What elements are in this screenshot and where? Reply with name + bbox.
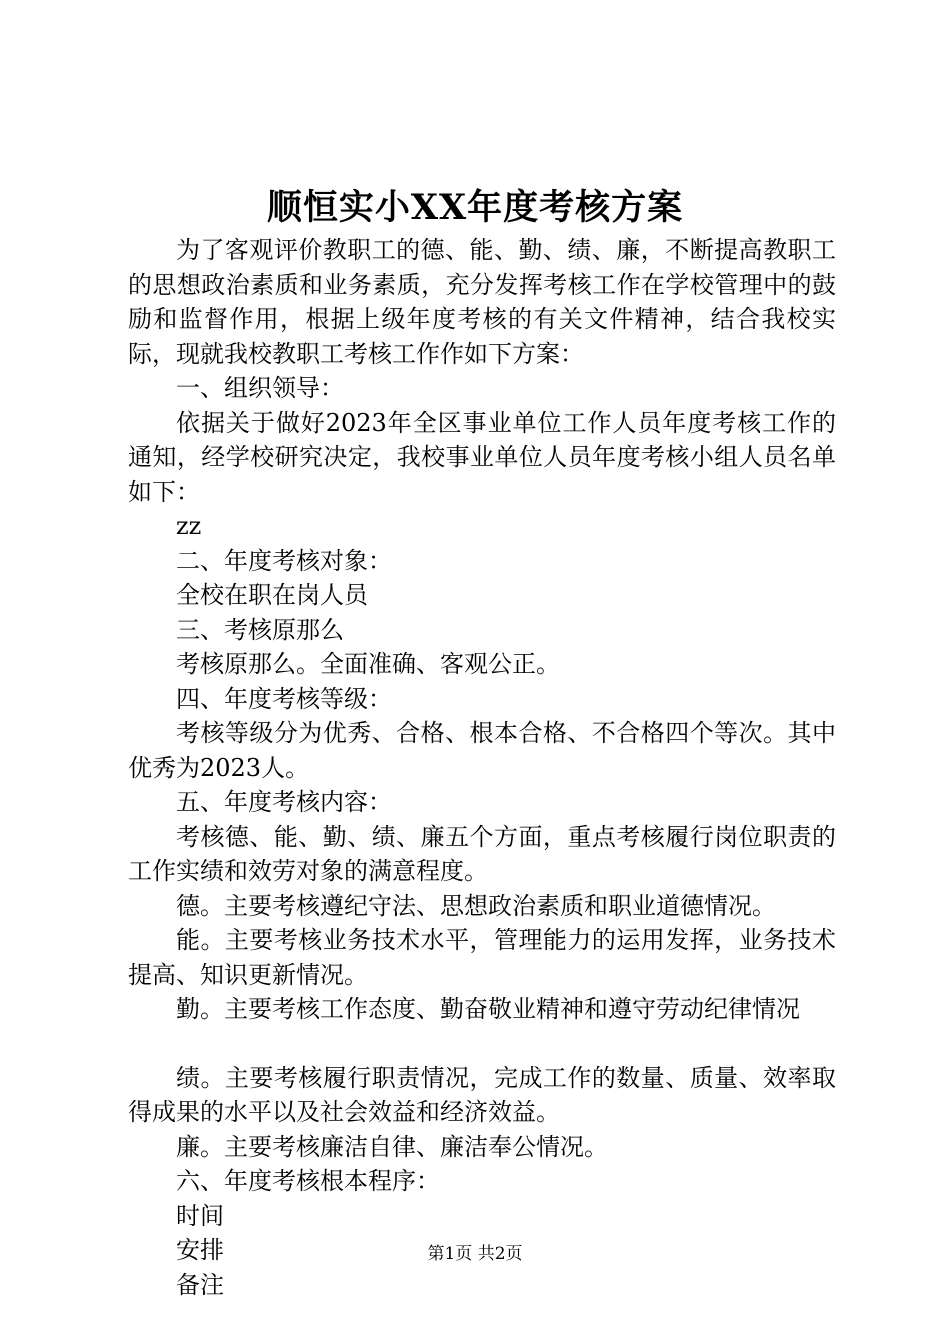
grade-paragraph: 考核等级分为优秀、合格、根本合格、不合格四个等次。其中优秀为2023人。 [128,719,836,782]
member-list: zz [176,512,202,540]
principle-paragraph: 考核原那么。全面准确、客观公正。 [176,650,560,678]
procedure-item-time: 时间 [176,1201,224,1230]
document-body [128,233,836,1302]
section-heading-content: 五、年度考核内容： [176,788,392,816]
integrity-paragraph: 廉。主要考核廉洁自律、廉洁奉公情况。 [176,1132,608,1161]
content-paragraph: 考核德、能、勤、绩、廉五个方面，重点考核履行岗位职责的工作实绩和效劳对象的满意程度。 [128,822,836,885]
organization-paragraph: 依据关于做好2023年全区事业单位工作人员年度考核工作的通知，经学校研究决定，我校事业单位人员年度考核小组人员名单如下： [128,408,836,506]
paragraph-gap [128,1027,836,1061]
procedure-item-remarks: 备注 [176,1270,224,1299]
performance-paragraph: 绩。主要考核履行职责情况，完成工作的数量、质量、效率取得成果的水平以及社会效益和经济效益。 [128,1063,836,1126]
ability-paragraph: 能。主要考核业务技术水平，管理能力的运用发挥，业务技术提高、知识更新情况。 [128,926,836,989]
procedure-item-arrangement: 安排 [176,1236,224,1264]
document-title: 顺恒实小XX年度考核方案 [266,187,684,228]
section-heading-organization: 一、组织领导： [176,374,344,402]
intro-paragraph: 为了客观评价教职工的德、能、勤、绩、廉，不断提高教职工的思想政治素质和业务素质，充分发挥考核工作在学校管理中的鼓励和监督作用，根据上级年度考核的有关文件精神，结合我校实际，现就我校教职工考核工作作如下方案： [128,236,836,368]
target-paragraph: 全校在职在岗人员 [176,581,368,609]
section-heading-target: 二、年度考核对象： [176,546,392,575]
section-heading-procedure: 六、年度考核根本程序： [176,1167,440,1195]
page-footer: 第1页 共2页 [427,1244,523,1264]
diligence-paragraph: 勤。主要考核工作态度、勤奋敬业精神和遵守劳动纪律情况 [176,995,800,1023]
virtue-paragraph: 德。主要考核遵纪守法、思想政治素质和职业道德情况。 [176,891,776,920]
section-heading-principle: 三、考核原那么 [176,615,344,644]
section-heading-grade: 四、年度考核等级： [176,684,392,713]
